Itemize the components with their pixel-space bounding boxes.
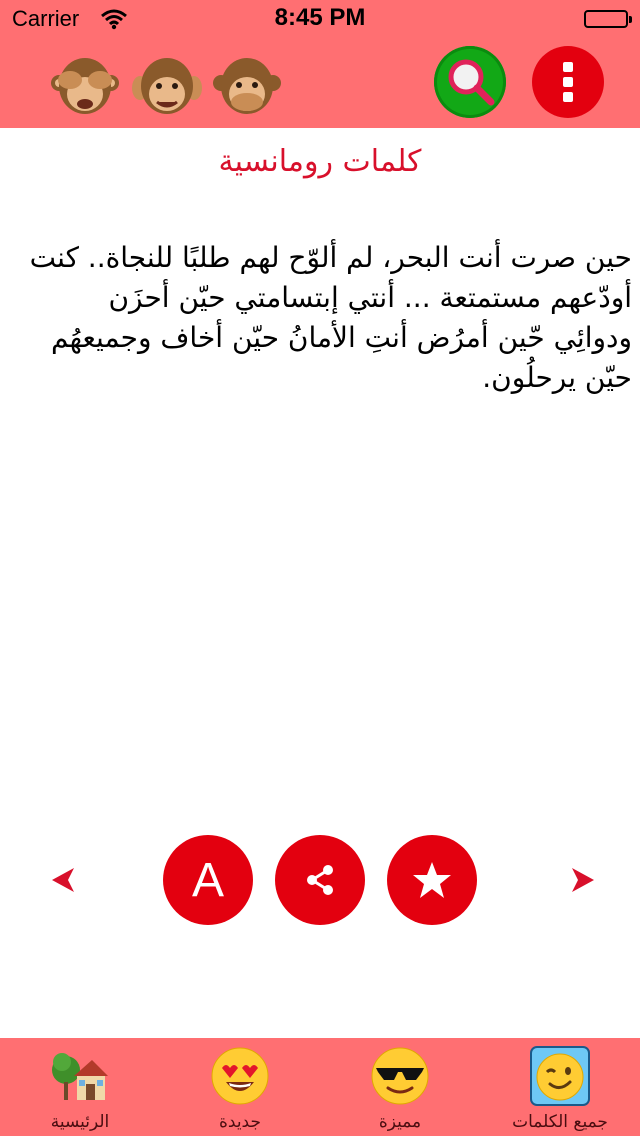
phrase-text: حين صرت أنت البحر، لم ألوّح لهم طلبًا للنجاة.. كنت أودّعهم مستمتعة ... أنتي إبتسامتي حيّن أحزَن ودوائِي حّين أمرُض أنتِ الأمانُ حيّن أخاف وجميعهُم حيّن يرحلُون. (29, 241, 632, 394)
page-title: كلمات رومانسية (218, 144, 422, 179)
share-button[interactable] (275, 835, 365, 925)
status-bar (0, 0, 640, 40)
sunglasses-emoji-icon (370, 1046, 430, 1106)
favorite-star-icon (410, 858, 454, 902)
next-arrow-icon (562, 860, 602, 900)
tab-bar (0, 1038, 640, 1136)
favorite-button[interactable] (387, 835, 477, 925)
font-icon: A (191, 853, 224, 907)
hear-no-evil-monkey-icon (132, 50, 202, 120)
carrier-label: Carrier (12, 6, 80, 31)
search-icon (434, 46, 506, 118)
search-button[interactable] (434, 46, 506, 118)
tab-label-all-phrases: جميع الكلمات (512, 1112, 608, 1132)
previous-button[interactable] (44, 860, 84, 900)
monkeys-logo (50, 50, 286, 122)
more-menu-button[interactable] (532, 46, 604, 118)
previous-arrow-icon (44, 860, 84, 900)
tab-all-phrases[interactable] (480, 1038, 640, 1136)
tab-featured[interactable] (320, 1038, 480, 1136)
heart-eyes-emoji-icon (210, 1046, 270, 1106)
tab-home[interactable] (0, 1038, 160, 1136)
battery-icon (584, 10, 628, 28)
wink-emoji-icon (530, 1046, 590, 1106)
font-size-button[interactable] (163, 835, 253, 925)
tab-label-featured: مميزة (378, 1112, 422, 1132)
clock: 8:45 PM (274, 4, 366, 31)
speak-no-evil-monkey-icon (212, 50, 282, 120)
tab-new[interactable] (160, 1038, 320, 1136)
share-icon (298, 858, 342, 902)
next-button[interactable] (562, 860, 602, 900)
tab-label-new: جديدة (219, 1112, 261, 1132)
navigation-bar (0, 0, 640, 128)
home-icon (50, 1046, 110, 1106)
see-no-evil-monkey-icon (50, 50, 120, 120)
tab-label-home: الرئيسية (50, 1112, 110, 1132)
